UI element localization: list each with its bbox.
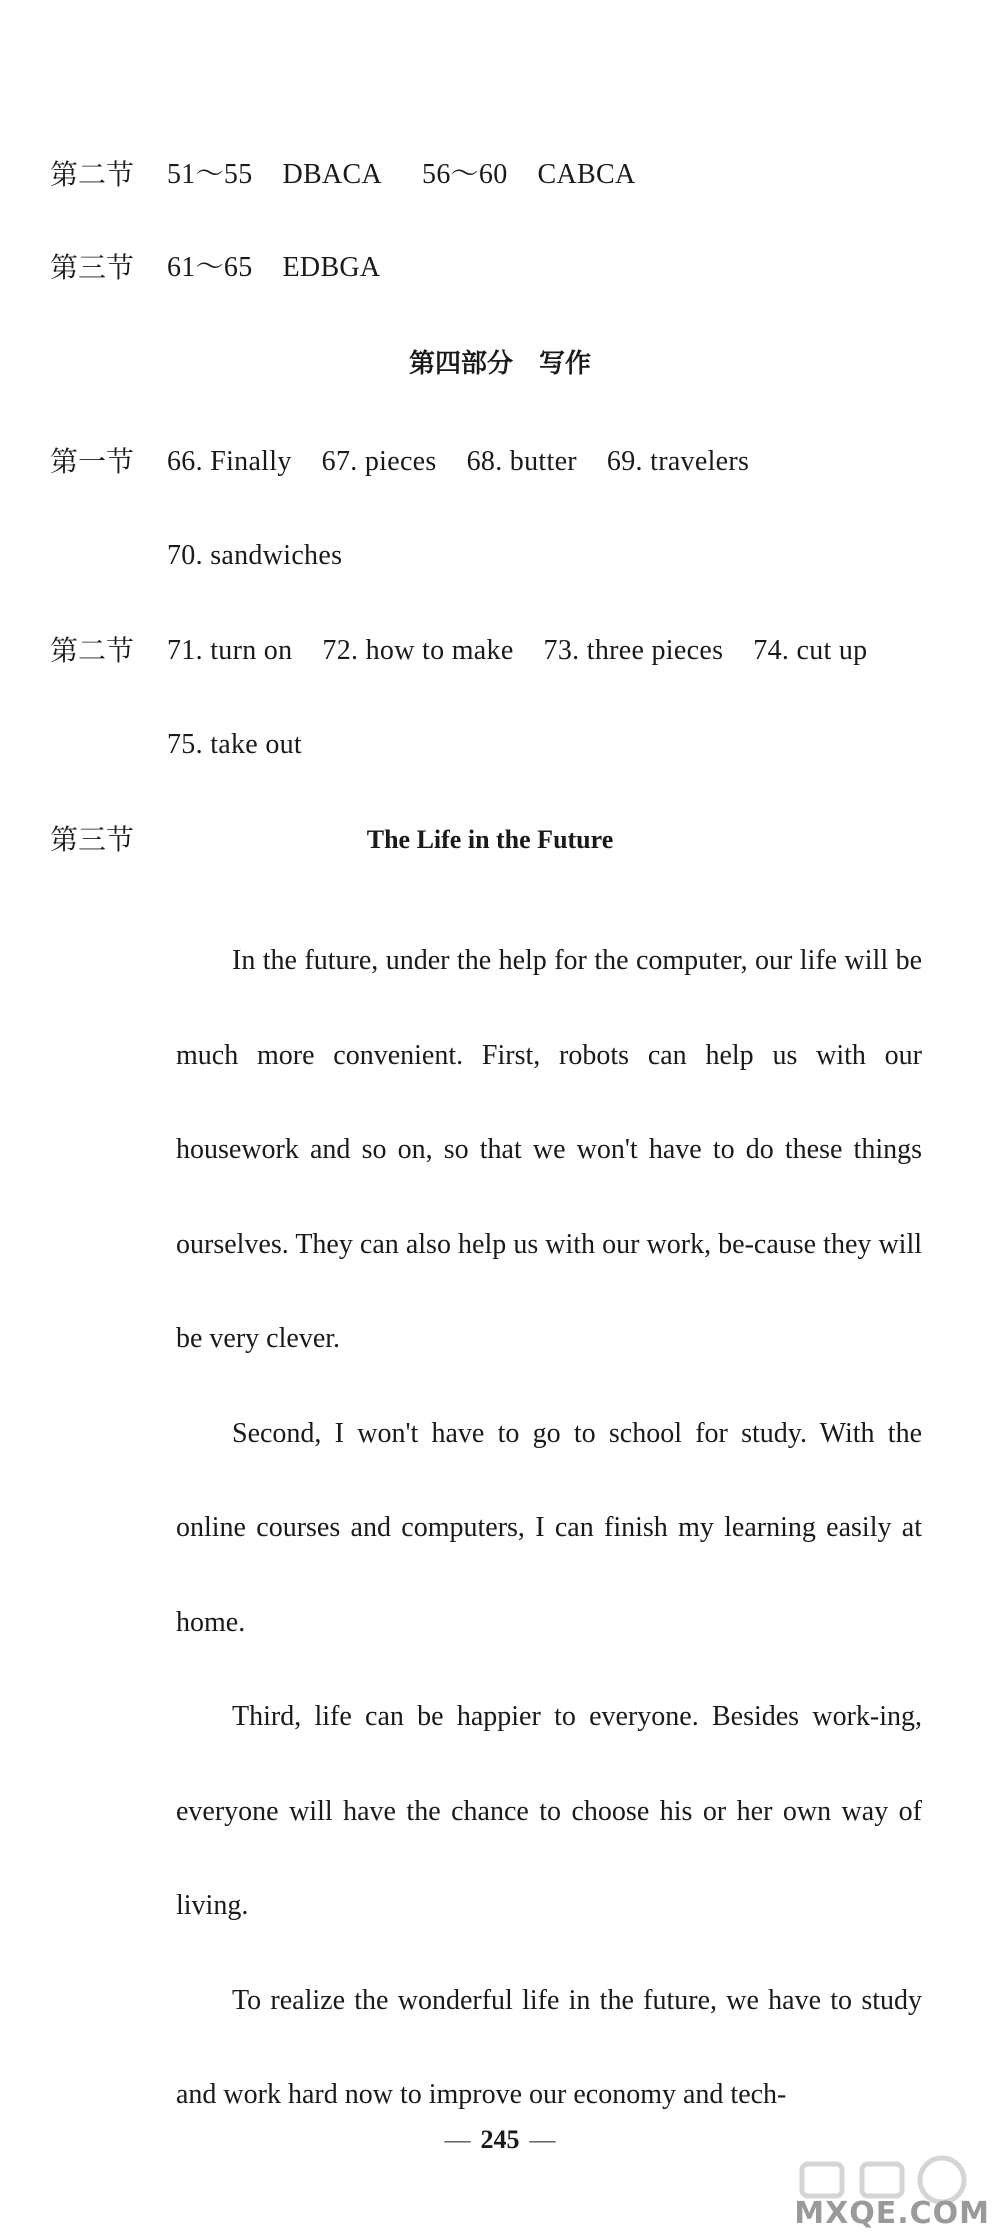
answer-item: 68. butter [466, 446, 577, 477]
page-number-dash-right: — [529, 2125, 556, 2154]
page-number-dash-left: — [444, 2125, 471, 2154]
watermark-text: MXQE.COM [794, 2196, 990, 2231]
answer-item: 72. how to make [322, 635, 514, 666]
essay-paragraph: Second, I won't have to go to school for study. With the online courses and computers, I can finish my learning easily at home. [176, 1417, 922, 1638]
section-label-part3-3: 第三节 [50, 251, 135, 284]
answer-item: 66. Finally [167, 446, 292, 477]
section-label-part3-2: 第二节 [50, 158, 135, 191]
section-label-part4-2: 第二节 [50, 634, 135, 667]
essay-paragraph: Third, life can be happier to everyone. Besides work-ing, everyone will have the chance to choose his or her own way of living. [176, 1701, 922, 1921]
answer-item: 67. pieces [321, 446, 437, 477]
answer-item: 74. cut up [753, 635, 868, 666]
part-heading: 第四部分 写作 [408, 349, 591, 379]
section-label-part4-1: 第一节 [50, 445, 135, 478]
essay-title: The Life in the Future [366, 825, 614, 854]
section-label-part4-3: 第三节 [50, 823, 135, 856]
answers-70 [167, 538, 372, 574]
essay-paragraph: In the future, under the help for the computer, our life will be much more convenient. First, robots can help us with our housework and so on, so that we won't have to do these things ourselves. They can also help us with our work, be-cause they will be very clever. [176, 945, 922, 1354]
answers-66-69 [167, 444, 779, 480]
answers-71-74 [167, 633, 897, 669]
answers-61-65 [167, 250, 410, 286]
answer-range: 61～65 [167, 252, 253, 283]
essay-paragraph: To realize the wonderful life in the future, we have to study and work hard now to improve our economy and tech- [176, 1984, 922, 2110]
answer-item: 75. take out [167, 729, 303, 760]
answer-range: 51～55 [167, 159, 253, 190]
answer-range: 56～60 [422, 159, 508, 190]
answers-75 [167, 727, 332, 763]
essay-body [176, 914, 922, 2143]
answers-51-60 [167, 157, 666, 193]
answer-item: 69. travelers [606, 446, 750, 477]
answer-letters: DBACA [282, 159, 383, 190]
answer-item: 73. three pieces [543, 635, 724, 666]
answer-item: 70. sandwiches [167, 540, 343, 571]
answer-item: 71. turn on [167, 635, 293, 666]
answer-letters: EDBGA [282, 252, 381, 283]
page-number-value: 245 [480, 2125, 520, 2154]
answer-letters: CABCA [537, 159, 636, 190]
